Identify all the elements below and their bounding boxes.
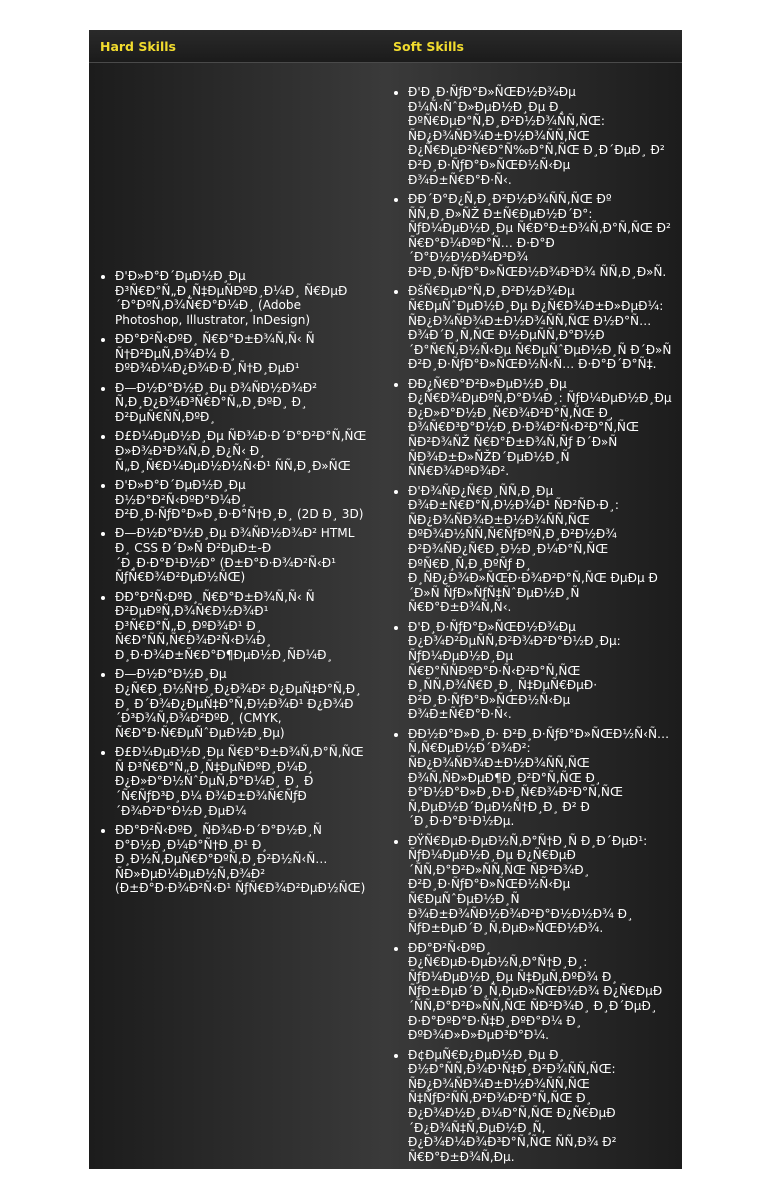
header-soft-skills: Soft Skills <box>393 39 464 54</box>
list-item: • ÐÐ°Ð²Ñ‹ÐºÐ¸ Ð¿Ñ€ÐµÐ·ÐµÐ½Ñ‚Ð°Ñ†Ð¸Ð¸: ÑƒÐ¼ÐµÐ½Ð¸Ðµ Ñ‡ÐµÑ‚ÐºÐ¾ Ð¸ ÑƒÐ±ÐµÐ´Ð¸Ñ‚ÐµÐ»ÑŒÐ½Ð¾ Ð¿Ñ€ÐµÐ´ÑÑ‚Ð°Ð²Ð»ÑÑ‚ÑŒ ÑÐ²Ð¾Ð¸ Ð¸Ð´ÐµÐ¸ Ð·Ð°ÐºÐ°Ð·Ñ‡Ð¸ÐºÐ°Ð¼ Ð¸ ÐºÐ¾Ð»Ð»ÐµÐ³Ð°Ð¼. <box>408 941 673 1043</box>
list-item: • Ð—Ð½Ð°Ð½Ð¸Ðµ Ð¾ÑÐ½Ð¾Ð² HTML Ð¸ CSS Ð´Ð»Ñ Ð²ÐµÐ±-Ð´Ð¸Ð·Ð°Ð¹Ð½Ð° (Ð±Ð°Ð·Ð¾Ð²Ñ‹Ð¹ ÑƒÑ€Ð¾Ð²ÐµÐ½ÑŒ) <box>115 526 368 584</box>
list-item: • Ð¢ÐµÑ€Ð¿ÐµÐ½Ð¸Ðµ Ð¸ Ð½Ð°ÑÑ‚Ð¾Ð¹Ñ‡Ð¸Ð²Ð¾ÑÑ‚ÑŒ: ÑÐ¿Ð¾ÑÐ¾Ð±Ð½Ð¾ÑÑ‚ÑŒ Ñ‡ÑƒÐ²ÑÑ‚Ð²Ð¾Ð²Ð°Ñ‚ÑŒ Ð¸ Ð¿Ð¾Ð½Ð¸Ð¼Ð°Ñ‚ÑŒ Ð¿Ñ€ÐµÐ´Ð¿Ð¾Ñ‡Ñ‚ÐµÐ½Ð¸Ñ, Ð¿Ð¾Ð¼Ð¾Ð³Ð°Ñ‚ÑŒ ÑÑ‚Ð¾ Ð² Ñ€Ð°Ð±Ð¾Ñ‚Ðµ. <box>408 1048 673 1165</box>
list-item: • ÐšÑ€ÐµÐ°Ñ‚Ð¸Ð²Ð½Ð¾Ðµ Ñ€ÐµÑˆÐµÐ½Ð¸Ðµ Ð¿Ñ€Ð¾Ð±Ð»ÐµÐ¼: ÑÐ¿Ð¾ÑÐ¾Ð±Ð½Ð¾ÑÑ‚ÑŒ Ð½Ð°Ñ…Ð¾Ð´Ð¸Ñ‚ÑŒ Ð½ÐµÑÑ‚Ð°Ð½Ð´Ð°Ñ€Ñ‚Ð½Ñ‹Ðµ Ñ€ÐµÑˆÐµÐ½Ð¸Ñ Ð´Ð»Ñ Ð²Ð¸Ð·ÑƒÐ°Ð»ÑŒÐ½Ñ‹Ñ… Ð·Ð°Ð´Ð°Ñ‡. <box>408 284 673 372</box>
list-item: • Ð'Ð»Ð°Ð´ÐµÐ½Ð¸Ðµ Ð³Ñ€Ð°Ñ„Ð¸Ñ‡ÐµÑÐºÐ¸Ð¼Ð¸ Ñ€ÐµÐ´Ð°ÐºÑ‚Ð¾Ñ€Ð°Ð¼Ð¸ (Adobe Photoshop, Illustrator, InDesign) <box>115 269 368 327</box>
table-header <box>89 30 682 63</box>
soft-skills-list <box>393 85 673 1164</box>
header-hard-skills: Hard Skills <box>100 39 176 54</box>
list-item: • ÐÐ°Ð²Ñ‹ÐºÐ¸ Ñ€Ð°Ð±Ð¾Ñ‚Ñ‹ Ñ Ð²ÐµÐºÑ‚Ð¾Ñ€Ð½Ð¾Ð¹ Ð³Ñ€Ð°Ñ„Ð¸ÐºÐ¾Ð¹ Ð¸ Ñ€Ð°ÑÑ‚Ñ€Ð¾Ð²Ñ‹Ð¼Ð¸ Ð¸Ð·Ð¾Ð±Ñ€Ð°Ð¶ÐµÐ½Ð¸ÑÐ¼Ð¸ <box>115 590 368 663</box>
list-item: • Ð'Ð¾ÑÐ¿Ñ€Ð¸ÑÑ‚Ð¸Ðµ Ð¾Ð±Ñ€Ð°Ñ‚Ð½Ð¾Ð¹ ÑÐ²ÑÐ·Ð¸: ÑÐ¿Ð¾ÑÐ¾Ð±Ð½Ð¾ÑÑ‚ÑŒ ÐºÐ¾Ð½ÑÑ‚Ñ€ÑƒÐºÑ‚Ð¸Ð²Ð½Ð¾ Ð²Ð¾ÑÐ¿Ñ€Ð¸Ð½Ð¸Ð¼Ð°Ñ‚ÑŒ ÐºÑ€Ð¸Ñ‚Ð¸ÐºÑƒ Ð¸ Ð¸ÑÐ¿Ð¾Ð»ÑŒÐ·Ð¾Ð²Ð°Ñ‚ÑŒ ÐµÐµ Ð´Ð»Ñ ÑƒÐ»ÑƒÑ‡ÑˆÐµÐ½Ð¸Ñ Ñ€Ð°Ð±Ð¾Ñ‚Ñ‹. <box>408 484 673 615</box>
skills-table <box>89 30 682 1169</box>
hard-skills-list <box>100 269 368 896</box>
list-item: • Ð£Ð¼ÐµÐ½Ð¸Ðµ ÑÐ¾Ð·Ð´Ð°Ð²Ð°Ñ‚ÑŒ Ð»Ð¾Ð³Ð¾Ñ‚Ð¸Ð¿Ñ‹ Ð¸ Ñ„Ð¸Ñ€Ð¼ÐµÐ½Ð½Ñ‹Ð¹ ÑÑ‚Ð¸Ð»ÑŒ <box>115 429 368 473</box>
list-item: • ÐÐ°Ð²Ñ‹ÐºÐ¸ Ñ€Ð°Ð±Ð¾Ñ‚Ñ‹ Ñ Ñ†Ð²ÐµÑ‚Ð¾Ð¼ Ð¸ ÐºÐ¾Ð¼Ð¿Ð¾Ð·Ð¸Ñ†Ð¸ÐµÐ¹ <box>115 332 368 376</box>
list-item: • ÐÐ°Ð²Ñ‹ÐºÐ¸ ÑÐ¾Ð·Ð´Ð°Ð½Ð¸Ñ Ð°Ð½Ð¸Ð¼Ð°Ñ†Ð¸Ð¹ Ð¸ Ð¸Ð½Ñ‚ÐµÑ€Ð°ÐºÑ‚Ð¸Ð²Ð½Ñ‹Ñ… ÑÐ»ÐµÐ¼ÐµÐ½Ñ‚Ð¾Ð² (Ð±Ð°Ð·Ð¾Ð²Ñ‹Ð¹ ÑƒÑ€Ð¾Ð²ÐµÐ½ÑŒ) <box>115 823 368 896</box>
list-item: • ÐÐ¿Ñ€Ð°Ð²Ð»ÐµÐ½Ð¸Ðµ Ð¿Ñ€Ð¾ÐµÐºÑ‚Ð°Ð¼Ð¸: ÑƒÐ¼ÐµÐ½Ð¸Ðµ Ð¿Ð»Ð°Ð½Ð¸Ñ€Ð¾Ð²Ð°Ñ‚ÑŒ Ð¸ Ð¾Ñ€Ð³Ð°Ð½Ð¸Ð·Ð¾Ð²Ñ‹Ð²Ð°Ñ‚ÑŒ ÑÐ²Ð¾ÑŽ Ñ€Ð°Ð±Ð¾Ñ‚Ñƒ Ð´Ð»Ñ ÑÐ¾Ð±Ð»ÑŽÐ´ÐµÐ½Ð¸Ñ ÑÑ€Ð¾ÐºÐ¾Ð². <box>408 377 673 479</box>
list-item: • Ð—Ð½Ð°Ð½Ð¸Ðµ Ð¿Ñ€Ð¸Ð½Ñ†Ð¸Ð¿Ð¾Ð² Ð¿ÐµÑ‡Ð°Ñ‚Ð¸ Ð¸ Ð´Ð¾Ð¿ÐµÑ‡Ð°Ñ‚Ð½Ð¾Ð¹ Ð¿Ð¾Ð´Ð³Ð¾Ñ‚Ð¾Ð²ÐºÐ¸ (CMYK, Ñ€Ð°Ð·Ñ€ÐµÑˆÐµÐ½Ð¸Ðµ) <box>115 667 368 740</box>
list-item: • Ð—Ð½Ð°Ð½Ð¸Ðµ Ð¾ÑÐ½Ð¾Ð² Ñ‚Ð¸Ð¿Ð¾Ð³Ñ€Ð°Ñ„Ð¸ÐºÐ¸ Ð¸ Ð²ÐµÑ€ÑÑ‚ÐºÐ¸ <box>115 381 368 425</box>
list-item: • Ð'Ð¸Ð·ÑƒÐ°Ð»ÑŒÐ½Ð¾Ðµ Ð¼Ñ‹ÑˆÐ»ÐµÐ½Ð¸Ðµ Ð¸ ÐºÑ€ÐµÐ°Ñ‚Ð¸Ð²Ð½Ð¾ÑÑ‚ÑŒ: ÑÐ¿Ð¾ÑÐ¾Ð±Ð½Ð¾ÑÑ‚ÑŒ Ð¿Ñ€ÐµÐ²Ñ€Ð°Ñ‰Ð°Ñ‚ÑŒ Ð¸Ð´ÐµÐ¸ Ð² Ð²Ð¸Ð·ÑƒÐ°Ð»ÑŒÐ½Ñ‹Ðµ Ð¾Ð±Ñ€Ð°Ð·Ñ‹. <box>408 85 673 187</box>
list-item: • Ð£Ð¼ÐµÐ½Ð¸Ðµ Ñ€Ð°Ð±Ð¾Ñ‚Ð°Ñ‚ÑŒ Ñ Ð³Ñ€Ð°Ñ„Ð¸Ñ‡ÐµÑÐºÐ¸Ð¼Ð¸ Ð¿Ð»Ð°Ð½ÑˆÐµÑ‚Ð°Ð¼Ð¸ Ð¸ Ð´Ñ€ÑƒÐ³Ð¸Ð¼ Ð¾Ð±Ð¾Ñ€ÑƒÐ´Ð¾Ð²Ð°Ð½Ð¸ÐµÐ¼ <box>115 745 368 818</box>
list-item: • Ð'Ð»Ð°Ð´ÐµÐ½Ð¸Ðµ Ð½Ð°Ð²Ñ‹ÐºÐ°Ð¼Ð¸ Ð²Ð¸Ð·ÑƒÐ°Ð»Ð¸Ð·Ð°Ñ†Ð¸Ð¸ (2D Ð¸ 3D) <box>115 478 368 522</box>
list-item: • ÐŸÑ€ÐµÐ·ÐµÐ½Ñ‚Ð°Ñ†Ð¸Ñ Ð¸Ð´ÐµÐ¹: ÑƒÐ¼ÐµÐ½Ð¸Ðµ Ð¿Ñ€ÐµÐ´ÑÑ‚Ð°Ð²Ð»ÑÑ‚ÑŒ ÑÐ²Ð¾Ð¸ Ð²Ð¸Ð·ÑƒÐ°Ð»ÑŒÐ½Ñ‹Ðµ Ñ€ÐµÑˆÐµÐ½Ð¸Ñ Ð¾Ð±Ð¾ÑÐ½Ð¾Ð²Ð°Ð½Ð½Ð¾ Ð¸ ÑƒÐ±ÐµÐ´Ð¸Ñ‚ÐµÐ»ÑŒÐ½Ð¾. <box>408 834 673 936</box>
soft-skills-column <box>393 85 673 1169</box>
hard-skills-column <box>100 269 368 901</box>
list-item: • ÐÐ´Ð°Ð¿Ñ‚Ð¸Ð²Ð½Ð¾ÑÑ‚ÑŒ Ðº ÑÑ‚Ð¸Ð»ÑŽ Ð±Ñ€ÐµÐ½Ð´Ð°: ÑƒÐ¼ÐµÐ½Ð¸Ðµ Ñ€Ð°Ð±Ð¾Ñ‚Ð°Ñ‚ÑŒ Ð² Ñ€Ð°Ð¼ÐºÐ°Ñ… Ð·Ð°Ð´Ð°Ð½Ð½Ð¾Ð³Ð¾ Ð²Ð¸Ð·ÑƒÐ°Ð»ÑŒÐ½Ð¾Ð³Ð¾ ÑÑ‚Ð¸Ð»Ñ. <box>408 192 673 280</box>
list-item: • ÐÐ½Ð°Ð»Ð¸Ð· Ð²Ð¸Ð·ÑƒÐ°Ð»ÑŒÐ½Ñ‹Ñ… Ñ‚Ñ€ÐµÐ½Ð´Ð¾Ð²: ÑÐ¿Ð¾ÑÐ¾Ð±Ð½Ð¾ÑÑ‚ÑŒ Ð¾Ñ‚ÑÐ»ÐµÐ¶Ð¸Ð²Ð°Ñ‚ÑŒ Ð¸ Ð°Ð½Ð°Ð»Ð¸Ð·Ð¸Ñ€Ð¾Ð²Ð°Ñ‚ÑŒ Ñ‚ÐµÐ½Ð´ÐµÐ½Ñ†Ð¸Ð¸ Ð² Ð´Ð¸Ð·Ð°Ð¹Ð½Ðµ. <box>408 727 673 829</box>
list-item: • Ð'Ð¸Ð·ÑƒÐ°Ð»ÑŒÐ½Ð¾Ðµ Ð¿Ð¾Ð²ÐµÑÑ‚Ð²Ð¾Ð²Ð°Ð½Ð¸Ðµ: ÑƒÐ¼ÐµÐ½Ð¸Ðµ Ñ€Ð°ÑÑÐºÐ°Ð·Ñ‹Ð²Ð°Ñ‚ÑŒ Ð¸ÑÑ‚Ð¾Ñ€Ð¸Ð¸ Ñ‡ÐµÑ€ÐµÐ· Ð²Ð¸Ð·ÑƒÐ°Ð»ÑŒÐ½Ñ‹Ðµ Ð¾Ð±Ñ€Ð°Ð·Ñ‹. <box>408 620 673 722</box>
